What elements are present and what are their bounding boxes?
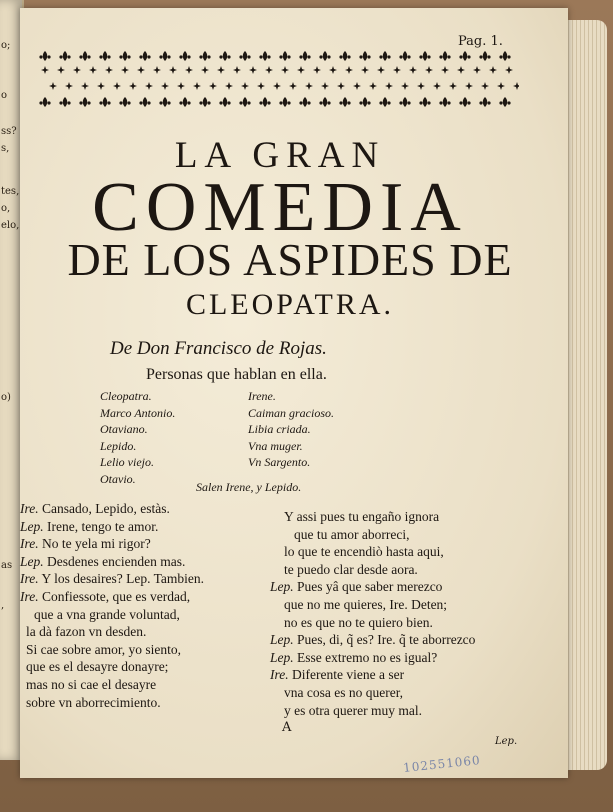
verse-line <box>20 535 204 553</box>
title-line-2: COMEDIA <box>92 169 468 246</box>
cast-list-left <box>100 388 175 487</box>
fleuron-glyph <box>299 97 310 107</box>
verse-line <box>270 543 475 561</box>
speaker-label: Lep. <box>270 579 294 595</box>
catchword: Lep. <box>495 736 518 747</box>
verse-line <box>270 666 475 684</box>
left-fragment: ss? <box>1 126 17 137</box>
verse-text: Irene, tengo te amor. <box>47 518 159 534</box>
personas-heading: Personas que hablan en ella. <box>146 366 327 383</box>
verse-text: Y los desaires? Lep. Tambien. <box>41 571 205 587</box>
fleuron-glyph <box>489 66 497 74</box>
fleuron-glyph <box>59 51 70 61</box>
fleuron-glyph <box>153 66 161 74</box>
decorative-fleuron-band <box>37 46 519 112</box>
speaker-label: Lep. <box>20 518 44 534</box>
fleuron-glyph <box>65 82 73 90</box>
fleuron-glyph <box>419 51 430 61</box>
cast-entry: Cleopatra. <box>100 389 152 403</box>
fleuron-glyph <box>119 51 130 61</box>
fleuron-glyph <box>499 51 510 61</box>
fleuron-glyph <box>49 82 57 90</box>
left-fragment: o; <box>1 40 11 51</box>
verse-line <box>20 553 204 571</box>
fleuron-glyph <box>279 97 290 107</box>
verse-text: Cansado, Lepido, estàs. <box>42 501 170 516</box>
fleuron-glyph <box>479 51 490 61</box>
verse-text: Y assi pues tu engaño ignora <box>284 509 440 524</box>
fleuron-glyph <box>241 82 249 90</box>
fleuron-glyph <box>139 97 150 107</box>
fleuron-glyph <box>265 66 273 74</box>
cast-entry: Otaviano. <box>100 422 148 436</box>
fleuron-glyph <box>465 82 473 90</box>
fleuron-glyph <box>129 82 137 90</box>
left-fragment: o) <box>1 392 11 403</box>
verse-text: Pues, di, q̃ es? Ire. q̃ te aborrezco <box>297 632 476 648</box>
fleuron-glyph <box>199 51 210 61</box>
fleuron-glyph <box>259 97 270 107</box>
left-fragment: s, <box>1 143 10 154</box>
fleuron-glyph <box>433 82 441 90</box>
speaker-label: Ire. <box>20 588 39 604</box>
fleuron-glyph <box>417 82 425 90</box>
verse-text: y es otra querer muy mal. <box>284 702 422 718</box>
verse-text: la dà fazon vn desden. <box>26 624 147 640</box>
verse-line <box>20 500 204 518</box>
fleuron-glyph <box>201 66 209 74</box>
verse-line <box>270 631 475 649</box>
fleuron-glyph <box>185 66 193 74</box>
fleuron-glyph <box>219 51 230 61</box>
fleuron-glyph <box>505 66 513 74</box>
verse-text: Diferente viene a ser <box>292 667 405 683</box>
fleuron-glyph <box>297 66 305 74</box>
fleuron-glyph <box>179 97 190 107</box>
verse-line <box>270 508 475 526</box>
verse-line <box>20 658 204 676</box>
left-fragment: tes, <box>1 186 20 197</box>
dialogue-column-right <box>270 508 475 719</box>
cast-entry: Caiman gracioso. <box>248 405 335 420</box>
dialogue-column-left <box>20 500 204 711</box>
fleuron-glyph <box>359 51 370 61</box>
fleuron-glyph <box>401 82 409 90</box>
fleuron-glyph <box>379 51 390 61</box>
verse-text: vna cosa es no querer, <box>284 684 404 700</box>
speaker-label: Ire. <box>20 501 39 516</box>
cast-entry: Marco Antonio. <box>100 405 176 420</box>
cast-entry: Lepido. <box>100 438 137 453</box>
verse-line <box>20 676 204 694</box>
fleuron-glyph <box>457 66 465 74</box>
speaker-label: Lep. <box>20 553 44 569</box>
verse-text: no es que no te quiero bien. <box>284 614 433 630</box>
verse-line <box>270 702 475 720</box>
fleuron-glyph <box>459 97 470 107</box>
fleuron-glyph <box>481 82 489 90</box>
fleuron-glyph <box>425 66 433 74</box>
fleuron-glyph <box>399 51 410 61</box>
fleuron-glyph <box>57 66 65 74</box>
verse-line <box>20 606 204 624</box>
fleuron-glyph <box>513 82 519 90</box>
verse-line <box>20 588 204 606</box>
cast-entry: Irene. <box>248 389 276 403</box>
fleuron-glyph <box>305 82 313 90</box>
title-line-4: CLEOPATRA. <box>185 288 395 321</box>
fleuron-glyph <box>97 82 105 90</box>
fleuron-glyph <box>479 97 490 107</box>
fleuron-glyph <box>385 82 393 90</box>
fleuron-glyph <box>257 82 265 90</box>
fleuron-glyph <box>113 82 121 90</box>
fleuron-glyph <box>159 51 170 61</box>
fleuron-glyph <box>379 97 390 107</box>
speaker-label: Ire. <box>20 536 39 552</box>
fleuron-glyph <box>361 66 369 74</box>
fleuron-glyph <box>279 51 290 61</box>
fleuron-glyph <box>359 97 370 107</box>
cast-entry: Otavio. <box>100 471 136 486</box>
fleuron-glyph <box>449 82 457 90</box>
title-line-1: LA GRAN <box>174 135 386 176</box>
fleuron-glyph <box>137 66 145 74</box>
book-page <box>20 8 568 778</box>
cast-entry: Vn Sargento. <box>248 455 311 469</box>
title-line-3: DE LOS ASPIDES DE <box>67 234 513 285</box>
verse-text: sobre vn aborrecimiento. <box>26 694 161 710</box>
verse-line <box>20 694 204 712</box>
fleuron-glyph <box>419 97 430 107</box>
speaker-label: Lep. <box>270 649 294 665</box>
fleuron-glyph <box>145 82 153 90</box>
fleuron-glyph <box>39 51 50 61</box>
fleuron-glyph <box>499 97 510 107</box>
verse-text: Esse extremo no es igual? <box>297 649 438 665</box>
speaker-label: Ire. <box>20 571 39 587</box>
fleuron-glyph <box>249 66 257 74</box>
signature-mark: A <box>282 720 292 735</box>
fleuron-glyph <box>473 66 481 74</box>
fleuron-glyph <box>73 66 81 74</box>
verse-line <box>270 526 475 544</box>
fleuron-glyph <box>89 66 97 74</box>
fleuron-glyph <box>179 51 190 61</box>
fleuron-glyph <box>259 51 270 61</box>
fleuron-glyph <box>159 97 170 107</box>
fleuron-glyph <box>81 82 89 90</box>
fleuron-glyph <box>337 82 345 90</box>
fleuron-glyph <box>121 66 129 74</box>
fleuron-glyph <box>439 51 450 61</box>
verse-text: Pues yâ que saber merezco <box>297 579 443 595</box>
verse-line <box>270 561 475 579</box>
verse-text: lo que te encendiò hasta aqui, <box>284 544 444 560</box>
verse-line <box>270 684 475 702</box>
verse-line <box>270 649 475 667</box>
cast-entry: Lelio viejo. <box>100 455 154 469</box>
fleuron-glyph <box>41 66 49 74</box>
verse-text: mas no si cae el desayre <box>26 676 157 692</box>
verse-text: Si cae sobre amor, yo siento, <box>26 641 182 657</box>
fleuron-glyph <box>79 51 90 61</box>
fleuron-glyph <box>99 51 110 61</box>
fleuron-glyph <box>239 51 250 61</box>
verse-text: te puedo clar desde aora. <box>284 561 418 577</box>
verse-text: que tu amor aborreci, <box>294 526 410 542</box>
fleuron-glyph <box>439 97 450 107</box>
cast-entry: Libia criada. <box>248 422 311 436</box>
fleuron-glyph <box>119 97 130 107</box>
verse-line <box>270 596 475 614</box>
fleuron-glyph <box>459 51 470 61</box>
verse-line <box>20 641 204 659</box>
verse-text: No te yela mi rigor? <box>42 536 151 552</box>
fleuron-glyph <box>105 66 113 74</box>
verse-text: Desdenes encienden mas. <box>47 553 186 569</box>
verse-line <box>20 518 204 536</box>
fleuron-glyph <box>319 51 330 61</box>
verse-text: que a vna grande voluntad, <box>34 606 180 622</box>
fleuron-glyph <box>281 66 289 74</box>
fleuron-glyph <box>393 66 401 74</box>
author-line: De Don Francisco de Rojas. <box>110 338 327 359</box>
speaker-label: Ire. <box>270 667 289 683</box>
left-fragment: , <box>1 600 5 611</box>
fleuron-glyph <box>239 97 250 107</box>
fleuron-glyph <box>193 82 201 90</box>
cast-entry: Vna muger. <box>248 438 303 453</box>
fleuron-glyph <box>319 97 330 107</box>
fleuron-glyph <box>339 97 350 107</box>
fleuron-glyph <box>313 66 321 74</box>
fleuron-glyph <box>321 82 329 90</box>
fleuron-glyph <box>177 82 185 90</box>
fleuron-glyph <box>233 66 241 74</box>
fleuron-glyph <box>169 66 177 74</box>
fleuron-glyph <box>225 82 233 90</box>
fleuron-glyph <box>273 82 281 90</box>
fleuron-glyph <box>339 51 350 61</box>
cast-list-right <box>248 388 334 471</box>
fleuron-glyph <box>289 82 297 90</box>
fleuron-glyph <box>199 97 210 107</box>
verse-line <box>270 614 475 632</box>
verse-text: que es el desayre donayre; <box>26 659 169 675</box>
fleuron-glyph <box>299 51 310 61</box>
fleuron-glyph <box>79 97 90 107</box>
fleuron-glyph <box>441 66 449 74</box>
fleuron-glyph <box>353 82 361 90</box>
fleuron-glyph <box>329 66 337 74</box>
fleuron-glyph <box>59 97 70 107</box>
fleuron-glyph <box>139 51 150 61</box>
fleuron-glyph <box>209 82 217 90</box>
stage-direction: Salen Irene, y Lepido. <box>196 480 302 494</box>
left-fragment: o <box>1 90 8 101</box>
left-fragment: elo, <box>1 220 20 231</box>
fleuron-glyph <box>99 97 110 107</box>
fleuron-glyph <box>377 66 385 74</box>
verse-line <box>20 570 204 588</box>
verse-text: que no me quieres, Ire. Deten; <box>284 596 448 612</box>
verse-line <box>20 623 204 641</box>
fleuron-glyph <box>217 66 225 74</box>
fleuron-glyph <box>409 66 417 74</box>
fleuron-glyph <box>39 97 50 107</box>
verse-line <box>270 578 475 596</box>
fleuron-glyph <box>345 66 353 74</box>
fleuron-glyph <box>497 82 505 90</box>
fleuron-glyph <box>369 82 377 90</box>
fleuron-glyph <box>161 82 169 90</box>
fleuron-glyph <box>219 97 230 107</box>
library-stamp-number: 102551060 <box>402 752 482 776</box>
left-fragment: as <box>1 560 13 571</box>
speaker-label: Lep. <box>270 632 294 648</box>
page-number: Pag. 1. <box>458 34 503 49</box>
fleuron-glyph <box>399 97 410 107</box>
left-fragment: o, <box>1 203 11 214</box>
verse-text: Confiessote, que es verdad, <box>42 588 191 604</box>
